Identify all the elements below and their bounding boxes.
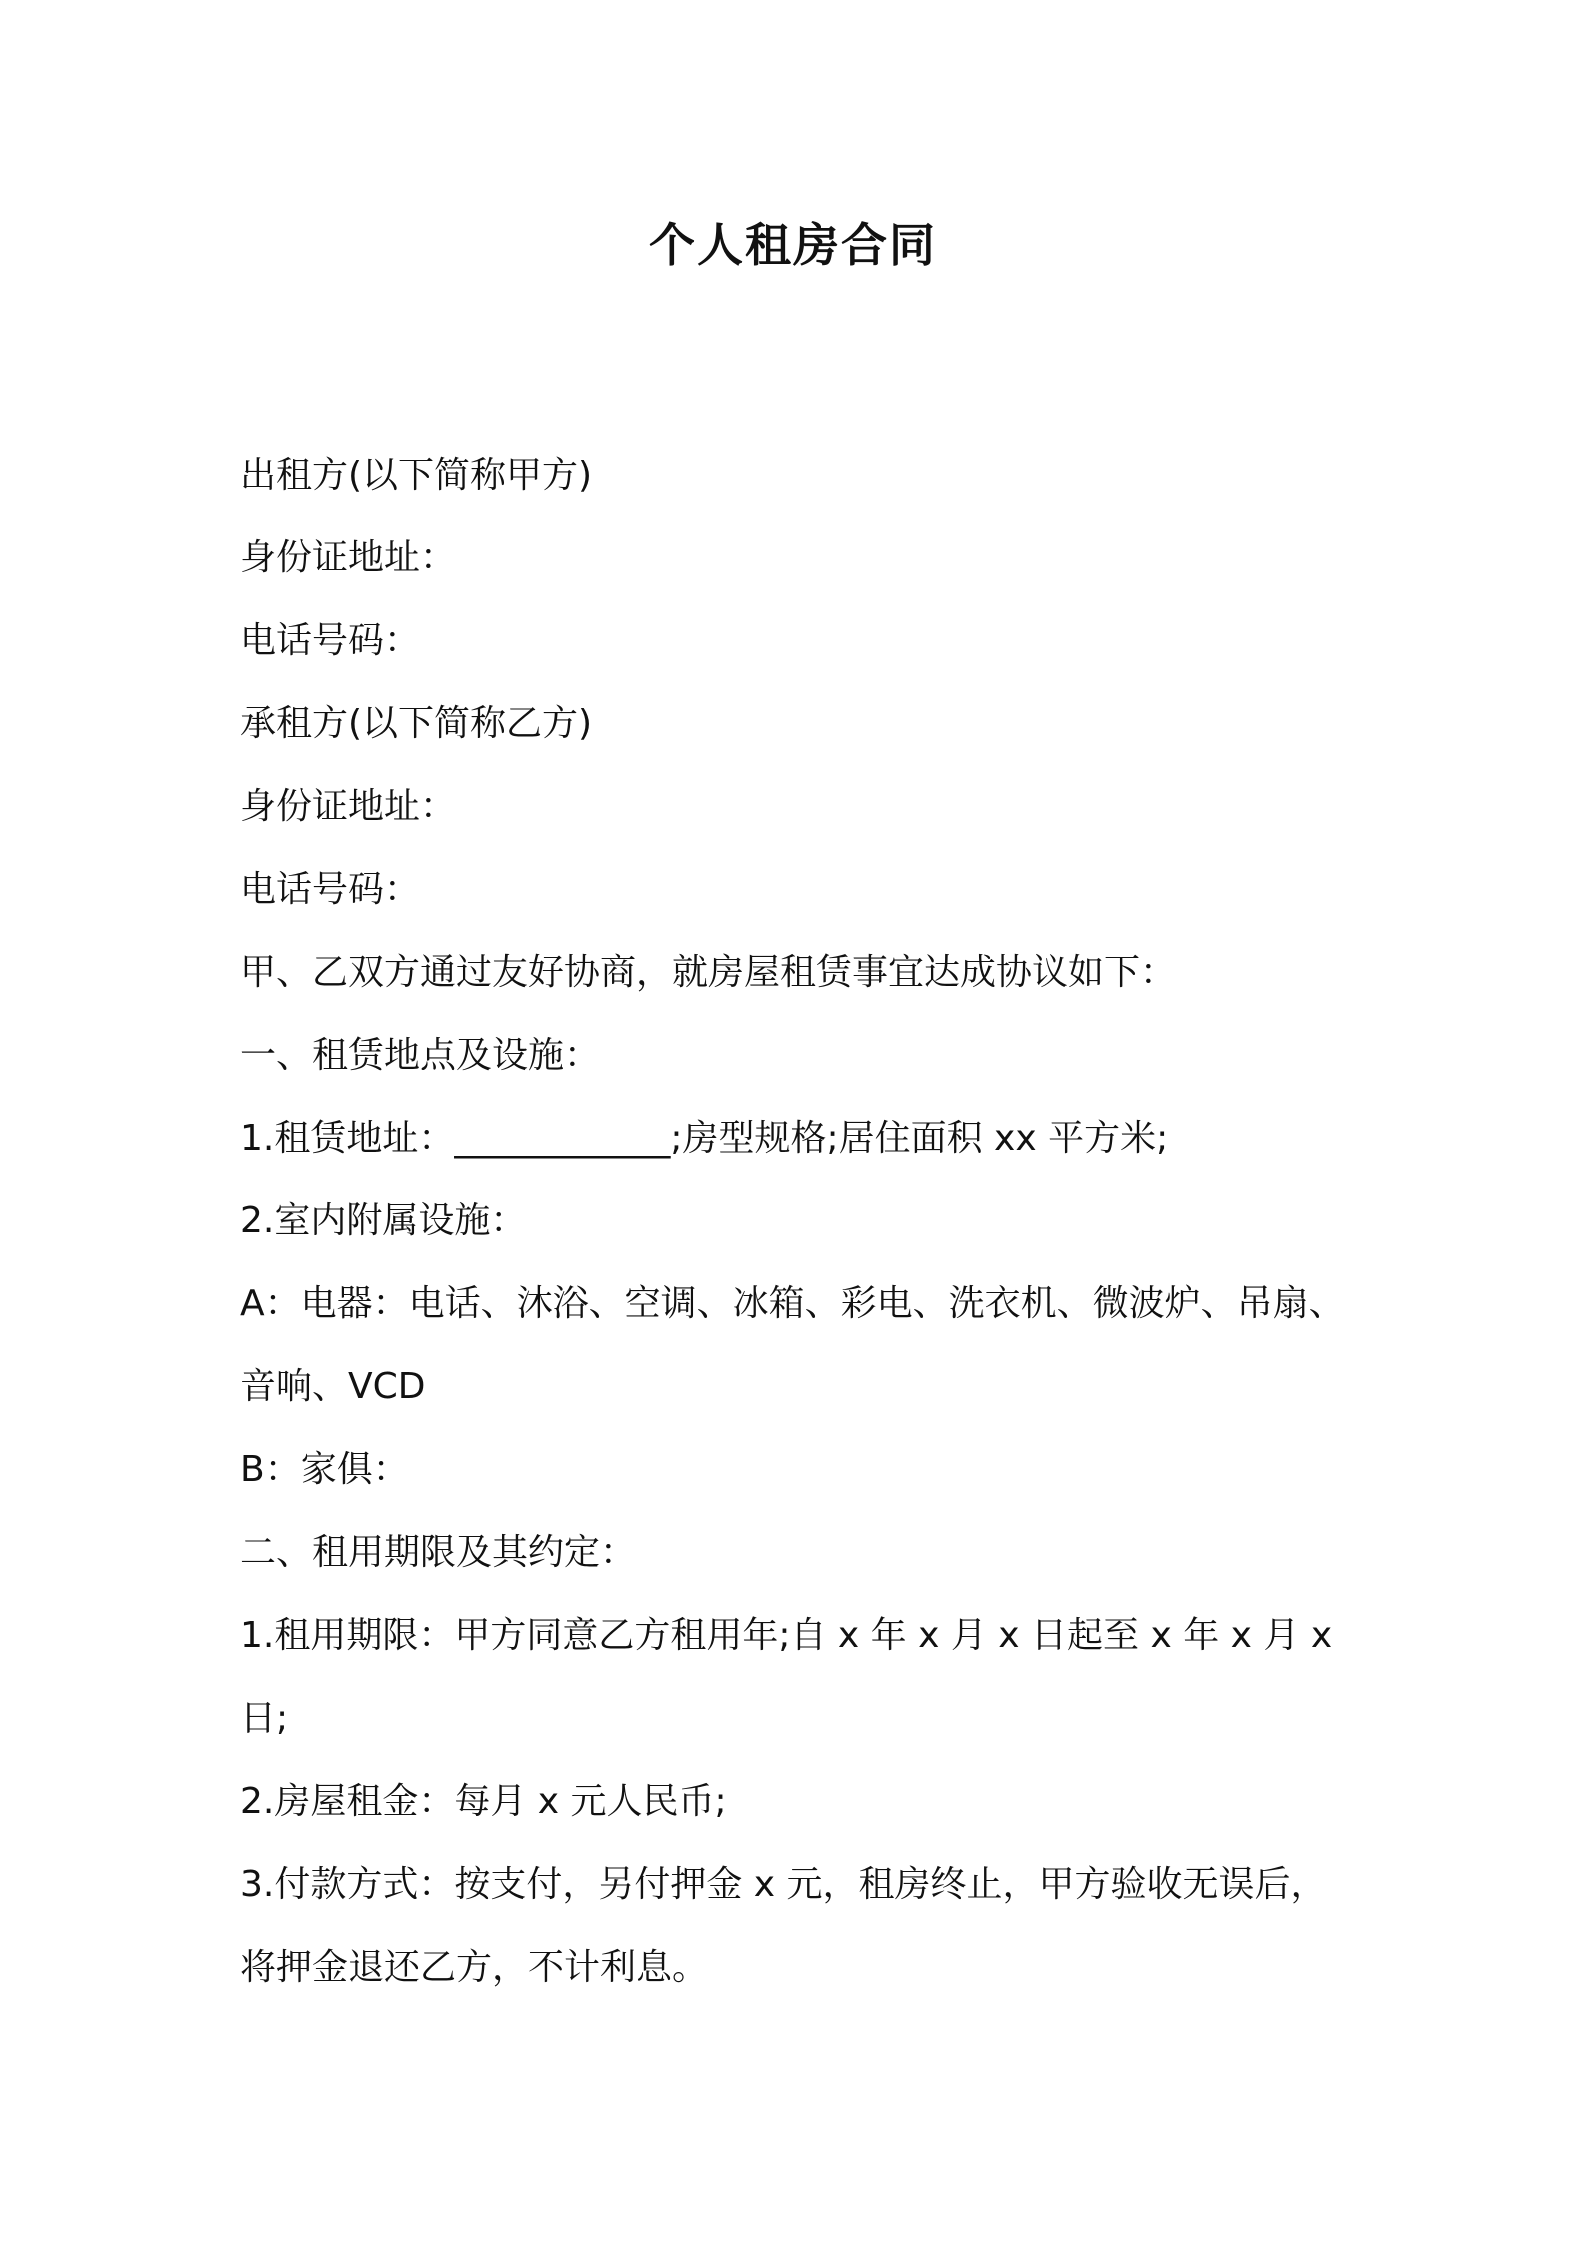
document-title: 个人租房合同	[649, 218, 937, 272]
clause-lease-term-cont: 日;	[240, 1698, 289, 1739]
lessor-phone: 电话号码：	[240, 620, 421, 661]
clause-lease-term: 1.租用期限：甲方同意乙方租用年;自 x 年 x 月 x 日起至 x 年 x 月 x	[240, 1615, 1333, 1656]
lessor-label: 出租方(以下简称甲方)	[240, 455, 593, 496]
section-heading-term: 二、租用期限及其约定：	[240, 1532, 637, 1573]
agreement-intro: 甲、乙双方通过友好协商，就房屋租赁事宜达成协议如下：	[240, 952, 1177, 993]
lessor-id-address: 身份证地址：	[240, 537, 457, 578]
lessee-id-address: 身份证地址：	[240, 786, 457, 827]
clause-appliances-cont: 音响、VCD	[240, 1366, 426, 1407]
clause-furniture: B：家俱：	[240, 1449, 409, 1490]
lessee-label: 承租方(以下简称乙方)	[240, 703, 593, 744]
lessee-phone: 电话号码：	[240, 869, 421, 910]
section-heading-location: 一、租赁地点及设施：	[240, 1035, 601, 1076]
clause-rental-address: 1.租赁地址：____________;房型规格;居住面积 xx 平方米;	[240, 1118, 1169, 1159]
clause-appliances: A：电器：电话、沐浴、空调、冰箱、彩电、洗衣机、微波炉、吊扇、	[240, 1283, 1345, 1324]
clause-rent: 2.房屋租金：每月 x 元人民币;	[240, 1781, 727, 1822]
clause-facilities: 2.室内附属设施：	[240, 1200, 527, 1241]
clause-payment-cont: 将押金退还乙方，不计利息。	[240, 1947, 709, 1988]
clause-payment: 3.付款方式：按支付，另付押金 x 元，租房终止，甲方验收无误后，	[240, 1864, 1327, 1905]
